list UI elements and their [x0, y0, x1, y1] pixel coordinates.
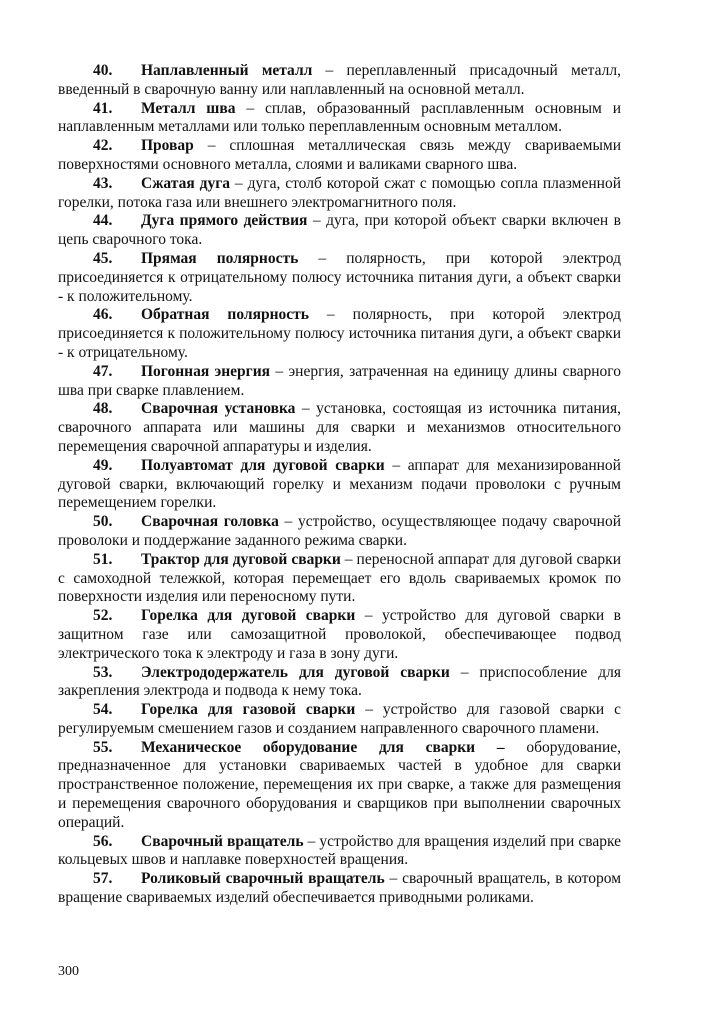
entry-number: 53.	[93, 663, 113, 681]
glossary-entry	[58, 137, 621, 175]
glossary-entry	[58, 513, 621, 551]
glossary-list	[58, 62, 621, 908]
entry-number: 42.	[93, 137, 113, 155]
entry-number: 56.	[93, 832, 113, 850]
entry-term: Металл шва	[141, 99, 236, 117]
entry-number: 51.	[93, 550, 113, 568]
entry-number: 45.	[93, 249, 113, 267]
glossary-entry	[58, 664, 621, 702]
entry-definition: оборудование, предназначенное для установки свариваемых частей в удобное для сварки пространственное положение, перемещения их при сварке, а также для размещения и перемещения сварочного оборудования и сварщиков при выполнении сварочных операций.	[58, 738, 622, 831]
entry-term: Погонная энергия	[141, 362, 271, 380]
page-number: 300	[58, 964, 79, 979]
glossary-entry	[58, 100, 621, 138]
glossary-entry	[58, 306, 621, 362]
entry-number: 40.	[93, 62, 113, 79]
entry-definition: – устройство для газовой сварки с регулируемым смешением газов и созданием направленного сварочного пламени.	[58, 701, 621, 737]
entry-definition: – устройство, осуществляющее подачу сварочной проволоки и поддержание заданного режима сварки.	[58, 513, 621, 549]
entry-definition: – полярность, при которой электрод присоединяется к отрицательному полюсу источника питания дуги, а объект сварки - к положительному.	[58, 249, 621, 305]
glossary-entry	[58, 739, 621, 833]
entry-definition: – устройство для дуговой сварки в защитном газе или самозащитной проволокой, обеспечивающее подвод электрического тока к электроду и газа в зону дуги.	[58, 607, 621, 662]
entry-definition: – полярность, при которой электрод присоединяется к положительному полюсу источника питания дуги, а объект сварки - к отрицательному.	[58, 306, 621, 361]
entry-term: Сварочная головка	[141, 513, 279, 531]
entry-number: 54.	[93, 701, 113, 719]
entry-number: 50.	[93, 513, 113, 531]
entry-number: 43.	[93, 174, 113, 192]
entry-term: Горелка для дуговой сварки	[141, 607, 356, 625]
glossary-entry	[58, 607, 621, 663]
entry-term: Механическое оборудование для сварки –	[141, 738, 505, 756]
entry-definition: – энергия, затраченная на единицу длины сварного шва при сварке плавлением.	[58, 362, 621, 399]
glossary-entry	[58, 701, 621, 739]
entry-term: Обратная полярность	[141, 306, 309, 324]
entry-definition: – сплав, образованный расплавленным основным и наплавленным металлами или только переплавленным основным металлом.	[58, 99, 621, 136]
glossary-entry	[58, 400, 621, 456]
entry-number: 47.	[93, 362, 113, 380]
entry-term: Сжатая дуга	[141, 174, 231, 192]
entry-number: 41.	[93, 99, 113, 117]
glossary-entry	[58, 250, 621, 306]
entry-definition: – переплавленный присадочный металл, введенный в сварочную ванну или наплавленный на основной металл.	[58, 62, 621, 98]
entry-definition: – переносной аппарат для дуговой сварки с самоходной тележкой, которая перемещает его вдоль свариваемых кромок по поверхности изделия или переносному пути.	[58, 550, 621, 606]
entry-term: Сварочная установка	[141, 400, 296, 418]
entry-number: 49.	[93, 456, 113, 474]
entry-term: Трактор для дуговой сварки	[141, 550, 341, 568]
entry-definition: – устройство для вращения изделий при сварке кольцевых швов и наплавке поверхностей вращения.	[58, 832, 622, 869]
glossary-entry	[58, 175, 621, 213]
entry-definition: – дуга, при которой объект сварки включен в цепь сварочного тока.	[58, 212, 621, 249]
entry-number: 44.	[93, 212, 113, 230]
entry-term: Электрододержатель для дуговой сварки	[141, 663, 450, 681]
entry-number: 48.	[93, 400, 113, 418]
entry-number: 57.	[93, 870, 113, 888]
entry-definition: – сплошная металлическая связь между свариваемыми поверхностями основного металла, слоями и валиками сварного шва.	[58, 137, 621, 173]
entry-term: Провар	[141, 137, 194, 155]
glossary-entry	[58, 363, 621, 401]
entry-definition: – сварочный вращатель, в котором вращение свариваемых изделий обеспечивается приводными роликами.	[58, 870, 622, 907]
entry-definition: – установка, состоящая из источника питания, сварочного аппарата или машины для сварки и механизмов относительного перемещения сварочной аппаратуры и изделия.	[58, 400, 621, 455]
entry-term: Роликовый сварочный вращатель	[141, 870, 385, 888]
entry-number: 52.	[93, 607, 113, 625]
entry-definition: – приспособление для закрепления электрода и подвода к нему тока.	[58, 663, 621, 700]
entry-number: 55.	[93, 738, 113, 756]
glossary-entry	[58, 457, 621, 513]
glossary-entry	[58, 870, 621, 908]
entry-definition: – дуга, столб которой сжат с помощью сопла плазменной горелки, потока газа или внешнего электромагнитного поля.	[58, 174, 621, 211]
entry-term: Полуавтомат для дуговой сварки	[141, 456, 385, 474]
entry-term: Прямая полярность	[141, 249, 299, 267]
glossary-entry	[58, 62, 621, 100]
entry-definition: – аппарат для механизированной дуговой сварки, включающий горелку и механизм подачи проволоки с ручным перемещением горелки.	[58, 456, 621, 512]
entry-term: Дуга прямого действия	[141, 212, 308, 230]
glossary-entry	[58, 551, 621, 607]
entry-term: Наплавленный металл	[141, 62, 313, 79]
glossary-entry	[58, 833, 621, 871]
glossary-entry	[58, 212, 621, 250]
entry-term: Сварочный вращатель	[141, 832, 304, 850]
entry-term: Горелка для газовой сварки	[141, 701, 356, 719]
entry-number: 46.	[93, 306, 113, 324]
